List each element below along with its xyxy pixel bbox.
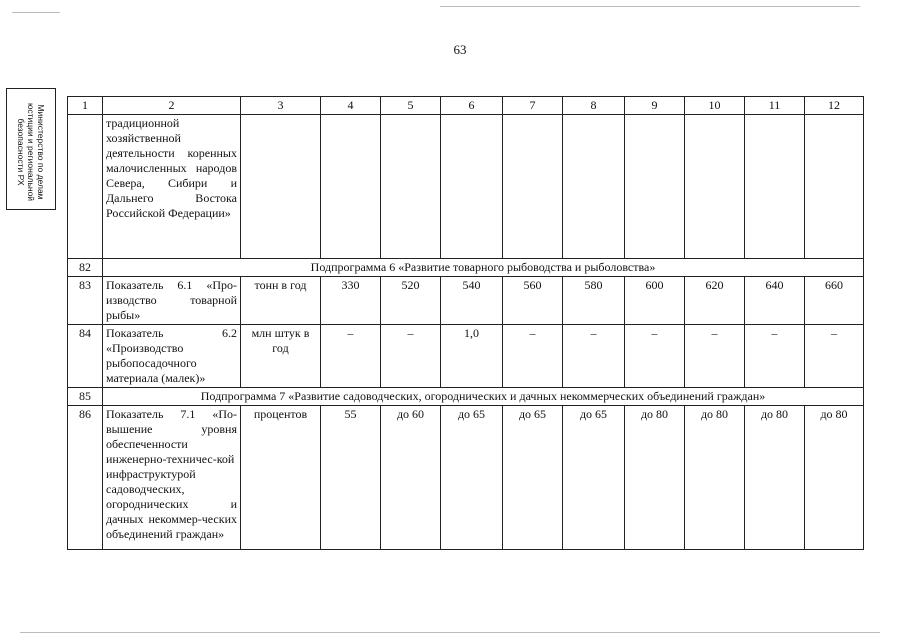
row-number-cell: 83 — [68, 277, 103, 325]
ministry-stamp — [6, 88, 56, 210]
value-cell: 660 — [805, 277, 864, 325]
indicator-name-cell: Показатель 6.2 «Производство рыбопосадочного материала (малек)» — [103, 325, 241, 388]
row-number-cell: 86 — [68, 406, 103, 550]
value-cell: – — [805, 325, 864, 388]
empty-cell — [503, 115, 563, 259]
row-number-cell: 82 — [68, 259, 103, 277]
value-cell: до 80 — [685, 406, 745, 550]
empty-cell — [241, 115, 321, 259]
value-cell: 560 — [503, 277, 563, 325]
table-row-subprogram-7 — [68, 388, 864, 406]
table-row-continued — [68, 115, 864, 259]
scan-artifact — [20, 632, 880, 633]
stamp-line-3: безопасности РХ — [16, 118, 26, 186]
value-cell: до 80 — [745, 406, 805, 550]
value-cell: – — [745, 325, 805, 388]
empty-cell — [745, 115, 805, 259]
indicator-name-cell: традиционной хозяйственной деятельности коренных малочисленных народов Севера, Сибири и Дальнего Востока Российской Федерации» — [103, 115, 241, 259]
row-number-cell: 85 — [68, 388, 103, 406]
empty-cell — [805, 115, 864, 259]
empty-cell — [321, 115, 381, 259]
column-header: 11 — [745, 97, 805, 115]
indicator-name-cell: Показатель 6.1 «Про-изводство товарной рыбы» — [103, 277, 241, 325]
value-cell: – — [563, 325, 625, 388]
value-cell: 55 — [321, 406, 381, 550]
table-row-indicator-6-1 — [68, 277, 864, 325]
column-header: 5 — [381, 97, 441, 115]
value-cell: – — [625, 325, 685, 388]
subprogram-title-cell: Подпрограмма 7 «Развитие садоводческих, огороднических и дачных некоммерческих объединений граждан» — [103, 388, 864, 406]
table-row-subprogram-6 — [68, 259, 864, 277]
value-cell: 1,0 — [441, 325, 503, 388]
indicator-table — [67, 96, 864, 550]
column-header: 1 — [68, 97, 103, 115]
empty-cell — [625, 115, 685, 259]
empty-cell — [563, 115, 625, 259]
unit-cell: млн штук в год — [241, 325, 321, 388]
value-cell: до 65 — [563, 406, 625, 550]
value-cell: до 80 — [805, 406, 864, 550]
stamp-text — [16, 92, 46, 212]
scan-artifact — [12, 12, 60, 13]
value-cell: – — [685, 325, 745, 388]
column-header: 2 — [103, 97, 241, 115]
column-header: 3 — [241, 97, 321, 115]
unit-cell: тонн в год — [241, 277, 321, 325]
empty-cell — [381, 115, 441, 259]
value-cell: 600 — [625, 277, 685, 325]
value-cell: – — [503, 325, 563, 388]
stamp-line-1: Министерство по делам — [36, 104, 46, 200]
page-number: 63 — [453, 42, 467, 57]
column-header: 6 — [441, 97, 503, 115]
value-cell: до 80 — [625, 406, 685, 550]
column-header: 4 — [321, 97, 381, 115]
value-cell: до 65 — [441, 406, 503, 550]
column-header: 9 — [625, 97, 685, 115]
value-cell: до 60 — [381, 406, 441, 550]
unit-cell: процентов — [241, 406, 321, 550]
column-header: 12 — [805, 97, 864, 115]
table-row-indicator-6-2 — [68, 325, 864, 388]
value-cell: 640 — [745, 277, 805, 325]
value-cell: 520 — [381, 277, 441, 325]
column-header: 10 — [685, 97, 745, 115]
value-cell: 620 — [685, 277, 745, 325]
row-number-cell: 84 — [68, 325, 103, 388]
row-number-cell — [68, 115, 103, 259]
scan-artifact — [440, 6, 860, 7]
indicator-name-cell: Показатель 7.1 «По-вышение уровня обеспеченности инженерно-техничес-кой инфраструктурой садоводческих, огороднических и дачных некоммер-ческих объединений граждан» — [103, 406, 241, 550]
value-cell: 540 — [441, 277, 503, 325]
value-cell: – — [381, 325, 441, 388]
table-header-row — [68, 97, 864, 115]
column-header: 7 — [503, 97, 563, 115]
value-cell: 580 — [563, 277, 625, 325]
empty-cell — [441, 115, 503, 259]
value-cell: – — [321, 325, 381, 388]
empty-cell — [685, 115, 745, 259]
stamp-line-2: юстиции и региональной — [26, 102, 36, 202]
column-header: 8 — [563, 97, 625, 115]
table-row-indicator-7-1 — [68, 406, 864, 550]
value-cell: 330 — [321, 277, 381, 325]
value-cell: до 65 — [503, 406, 563, 550]
subprogram-title-cell: Подпрограмма 6 «Развитие товарного рыбоводства и рыболовства» — [103, 259, 864, 277]
